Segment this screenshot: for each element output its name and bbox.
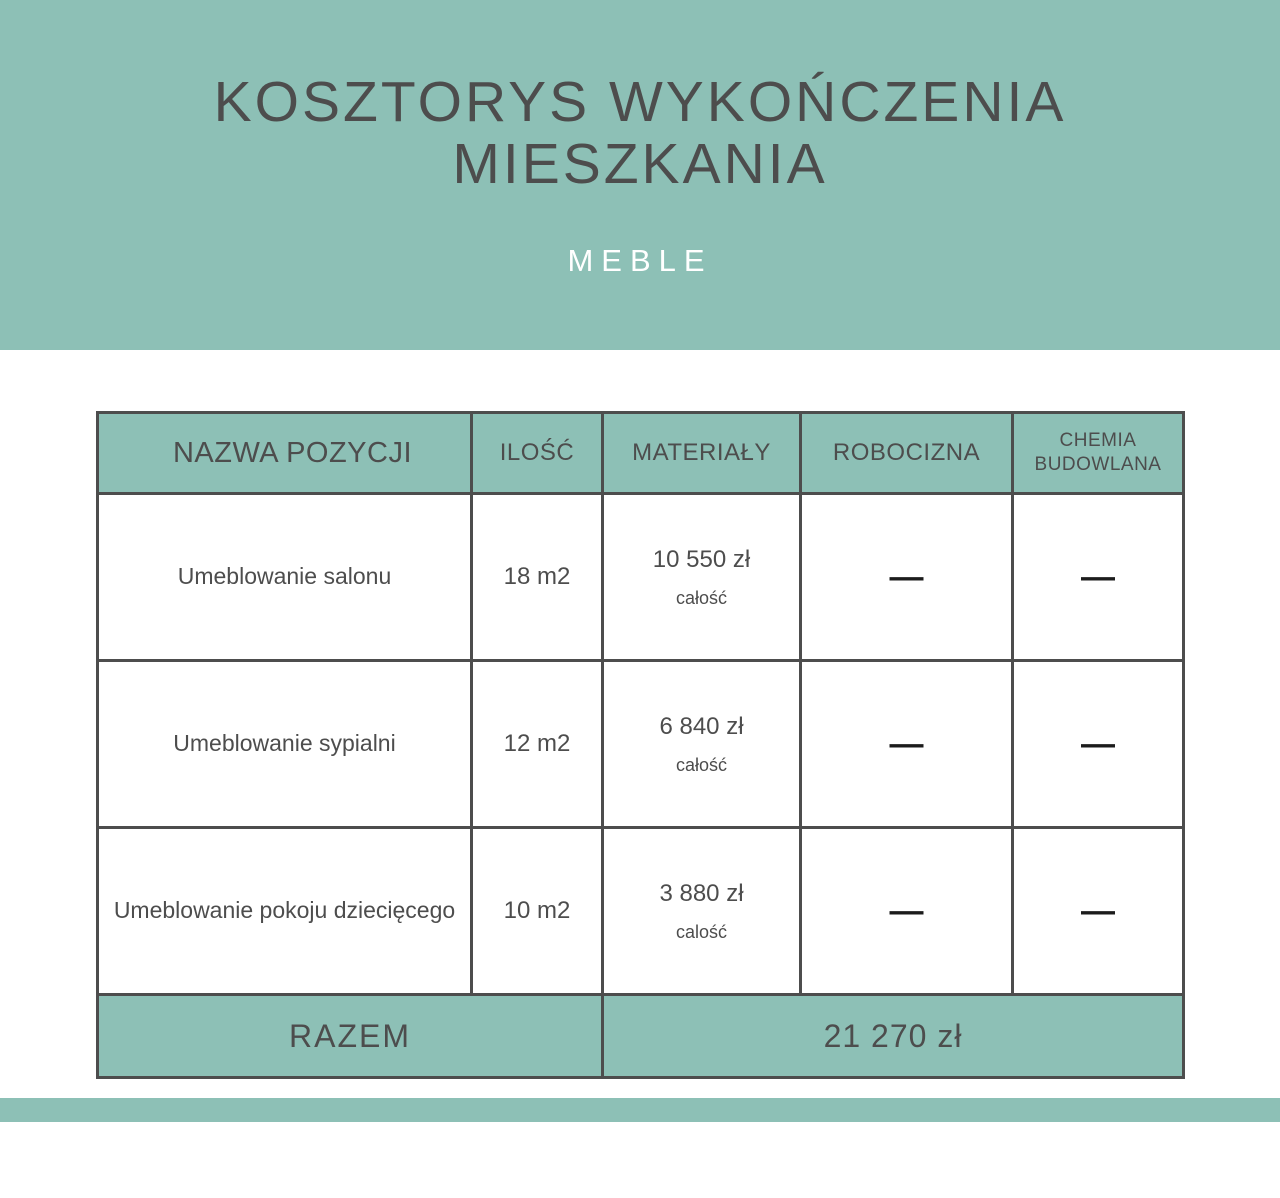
cell-materials [603,661,801,828]
cell-quantity: 10 m2 [472,828,603,995]
column-header-chemistry: CHEMIA BUDOWLANA [1013,413,1184,494]
materials-amount: 10 550 zł [652,545,751,573]
column-header-quantity: ILOŚĆ [472,413,603,494]
column-header-labor: ROBOCIZNA [801,413,1013,494]
cell-materials [603,494,801,661]
table-header [98,413,1184,494]
dash-icon: — [1081,725,1115,763]
dash-icon: — [889,558,924,596]
header-band [0,0,1280,350]
cell-quantity: 12 m2 [472,661,603,828]
table-header-row [98,413,1184,494]
materials-amount: 6 840 zł [659,712,744,740]
total-value: 21 270 zł [603,995,1184,1078]
dash-icon: — [1081,558,1115,596]
page-title: KOSZTORYS WYKOŃCZENIA MIESZKANIA [213,70,1067,196]
table-body [98,494,1184,995]
dash-icon: — [1081,892,1115,930]
cell-materials [603,828,801,995]
footer-band [0,1098,1280,1122]
materials-note: całość [675,754,728,775]
cell-labor [801,828,1013,995]
cell-chemistry [1013,661,1184,828]
table-row [98,661,1184,828]
cell-quantity: 18 m2 [472,494,603,661]
materials-note: calość [675,921,728,942]
dash-icon: — [889,892,924,930]
table-row [98,828,1184,995]
cell-item-name: Umeblowanie sypialni [98,661,472,828]
cost-table [96,411,1185,1079]
table-row [98,494,1184,661]
cell-chemistry [1013,828,1184,995]
cell-labor [801,661,1013,828]
cost-table-container [96,411,1182,1079]
page-subtitle: MEBLE [567,243,713,279]
total-row [98,995,1184,1078]
total-label: RAZEM [98,995,603,1078]
table-footer [98,995,1184,1078]
column-header-name: NAZWA POZYCJI [98,413,472,494]
cell-chemistry [1013,494,1184,661]
cell-item-name: Umeblowanie salonu [98,494,472,661]
materials-note: całość [675,587,728,608]
dash-icon: — [889,725,924,763]
materials-amount: 3 880 zł [659,879,744,907]
cell-labor [801,494,1013,661]
column-header-materials: MATERIAŁY [603,413,801,494]
cell-item-name: Umeblowanie pokoju dziecięcego [98,828,472,995]
